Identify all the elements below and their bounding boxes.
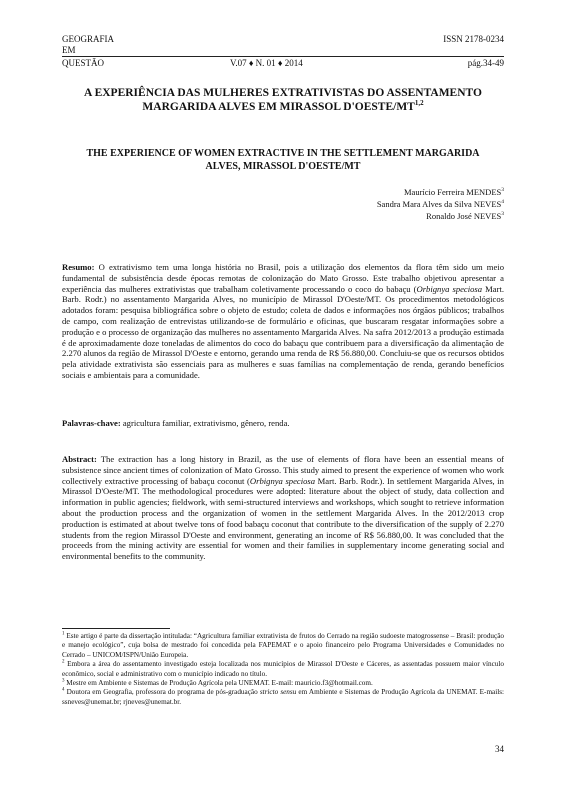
resumo-text-1: O extrativismo tem uma longa história no Brasil, pois a utilização dos elementos da flora têm sido um meio fundamental de subsistência desde épocas remotas de colonização do Mato Grosso. Este trabalho objetivou apresentar a experiência das mulheres extrativistas que trabalham coletivamente processando o coco do babaçu (	[62, 262, 504, 294]
resumo-species: Orbignya speciosa	[416, 283, 483, 294]
footnote-3	[62, 679, 504, 688]
abstract-paragraph	[62, 454, 504, 562]
author-footnote-ref[interactable]: 4	[501, 199, 504, 206]
article-title-english: THE EXPERIENCE OF WOMEN EXTRACTIVE IN THE SETTLEMENT MARGARIDA ALVES, MIRASSOL D'OESTE/MT	[86, 148, 480, 172]
footnote-divider	[62, 628, 170, 629]
abstract-text-1: The extraction has a long history in Brazil, as the use of elements of flora have been an essential means of subsistence since ancient times of colonization of Mato Grosso. This study aimed to present the experience of women who work collectively extractive processing of babaçu coconut (	[62, 454, 504, 486]
header-divider	[62, 56, 504, 57]
author	[377, 210, 504, 222]
page-number: 34	[495, 744, 504, 754]
page-range: pág.34-49	[467, 58, 504, 68]
footnote-4	[62, 688, 504, 707]
journal-header-line-2	[62, 45, 504, 56]
author-footnote-ref[interactable]: 3	[501, 187, 504, 194]
footnote-text-italic: stricto sensu	[259, 688, 297, 697]
author-name: Ronaldo José NEVES	[426, 211, 502, 221]
keywords-label: Palavras-chave:	[62, 418, 121, 428]
footnote-marker: 4	[62, 688, 65, 694]
footnote-text: Mestre em Ambiente e Sistemas de Produção Agrícola pela UNEMAT. E-mail: mauricio.f3@hotmail.com.	[64, 679, 373, 688]
resumo-label: Resumo:	[62, 262, 95, 272]
title-footnote-ref[interactable]: 1,2	[414, 99, 424, 108]
footnote-text: em Ambiente e Sistemas de Produção Agrícola da UNEMAT. E-mails: ssneves@unemat.br; rjneves@unemat.br.	[62, 688, 505, 706]
footnote-1	[62, 632, 504, 660]
abstract-species: Orbignya speciosa	[249, 475, 316, 486]
journal-name-part-3: QUESTÃO	[62, 58, 104, 68]
footnote-marker: 3	[62, 678, 65, 684]
resumo-text-2: Mart. Barb. Rodr.) no assentamento Margarida Alves, no município de Mirassol D'Oeste/MT. Os procedimentos metodológicos adotados foram: pesquisa bibliográfica sobre o objeto de estudo; coleta de dados e informações nos órgãos públicos; trabalhos de campo, com realização de entrevistas utilizando-se de formulário e oficinas, que buscaram resgatar informações sobre a produção e o processo de organização das mulheres no assentamento Margarida Alves. Na safra 2012/2013 a produção estimada é de aproximadamente doze toneladas de alimentos do coco do babaçu que contribuem para a diversificação da alimentação de 2.270 alunos da região de Mirassol D'Oeste e entorno, gerando uma renda de R$ 56.880,00. Concluiu-se que os recursos obtidos pela atividade extrativista são essenciais para as mulheres e suas famílias na complementação de renda, gerando benefícios sociais e ambientais para a comunidade.	[62, 283, 504, 380]
keywords-text: agricultura familiar, extrativismo, gênero, renda.	[120, 418, 290, 428]
author	[377, 198, 504, 210]
resumo-paragraph	[62, 262, 504, 381]
author	[377, 186, 504, 198]
footnote-text: Embora a área do assentamento investigado esteja localizada nos municípios de Mirassol D'Oeste e Cáceres, as assentadas possuem maior vínculo econômico, social e administrativo com o município indicado no título.	[62, 660, 504, 678]
article-title-portuguese	[70, 86, 496, 114]
volume-info: V.07 ♦ N. 01 ♦ 2014	[230, 58, 303, 68]
footnote-marker: 1	[62, 631, 65, 637]
abstract-label: Abstract:	[62, 454, 97, 464]
footnotes	[62, 632, 504, 707]
footnote-text: Este artigo é parte da dissertação intitulada: “Agricultura familiar extrativista de frutos do Cerrado na região sudoeste matogrossense – Brasil: produção e manejo ecológico”, cuja bolsa de mestrado foi concedida pela FAPEMAT e o apoio financeiro pelo Programa Universidades e Comunidades no Cerrado – UNICOM/ISPN/União Europeia.	[62, 632, 504, 659]
journal-name-part-2: EM	[62, 45, 76, 55]
keywords-paragraph	[62, 418, 504, 429]
footnote-text: Doutora em Geografia, professora do programa de pós-graduação	[64, 688, 260, 697]
journal-name-part-1: GEOGRAFIA	[62, 34, 115, 44]
footnote-2	[62, 660, 504, 679]
journal-header-line-3	[62, 58, 504, 69]
abstract-text-2: Mart. Barb. Rodr.). In settlement Margarida Alves, in Mirassol D'Oeste/MT. The methodological procedures were adopted: literature about the object of study, data collection and information in public agencies; fieldwork, with semi-structured interviews and workshops, which sought to retrieve information about the production process and the organization of women in the settlement Margarida Alves. In the 2012/2013 crop production is estimated at about twelve tons of food babaçu coconut that contribute to the diversification of the supply of 2.270 students from the region Mirassol D'Oeste and environment, generating an income of R$ 56.880,00. It was concluded that the proceeds from the mining activity are essential for women and their families in supplementary income generating social and environmental benefits to the community.	[62, 475, 504, 562]
journal-header-line-1	[62, 34, 504, 45]
author-name: Maurício Ferreira MENDES	[403, 187, 502, 197]
title-pt-text: A EXPERIÊNCIA DAS MULHERES EXTRATIVISTAS DO ASSENTAMENTO MARGARIDA ALVES EM MIRASSOL D'OESTE/MT	[84, 87, 482, 113]
footnote-marker: 2	[62, 659, 65, 665]
issn: ISSN 2178-0234	[443, 34, 504, 44]
author-list	[377, 186, 504, 222]
author-footnote-ref[interactable]: 3	[501, 211, 504, 218]
author-name: Sandra Mara Alves da Silva NEVES	[376, 199, 502, 209]
